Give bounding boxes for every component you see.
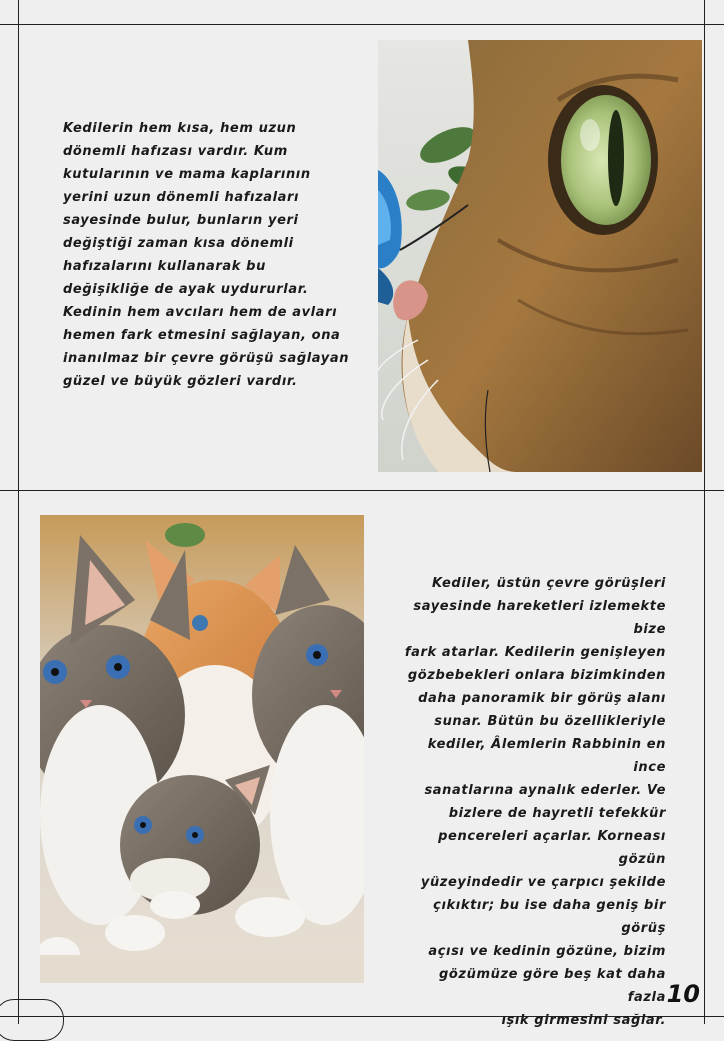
top-border-line	[0, 24, 724, 25]
kittens-photo	[40, 515, 364, 983]
middle-divider-line	[0, 490, 724, 491]
right-border-line	[704, 0, 705, 1024]
page-number: 10	[666, 980, 700, 1008]
cat-eye-butterfly-photo	[378, 40, 702, 472]
left-border-line	[18, 0, 19, 1024]
top-paragraph: Kedilerin hem kısa, hem uzun dönemli hafızası vardır. Kum kutularının ve mama kaplarının yerini uzun dönemli hafızaları sayesinde bulur, bunların yeri değiştiği zaman kısa dönemli hafızalarını kullanarak bu değişikliğe de ayak uydururlar. Kedinin hem avcıları hem de avları hemen fark etmesini sağlayan, ona inanılmaz bir çevre görüşü sağlayan güzel ve büyük gözleri vardır.	[63, 121, 350, 389]
bottom-paragraph: Kediler, üstün çevre görüşleri sayesinde hareketleri izlemekte bize fark atarlar. Kedilerin genişleyen gözbebekleri onlara bizimkinden daha panoramik bir görüş alanı sunar. Bütün bu özellikleriyle kediler, Âlemlerin Rabbinin en ince sanatlarına aynalık ederler. Ve bizlere de hayretli tefekkür pencereleri açarlar. Korneası gözün yüzeyindedir ve çarpıcı şekilde çıkıktır; bu ise daha geniş bir görüş açısı ve kedinin gözüne, bizim gözümüze göre beş kat daha fazla ışık girmesini sağlar.	[404, 576, 666, 1028]
corner-tab-decoration	[0, 999, 64, 1041]
